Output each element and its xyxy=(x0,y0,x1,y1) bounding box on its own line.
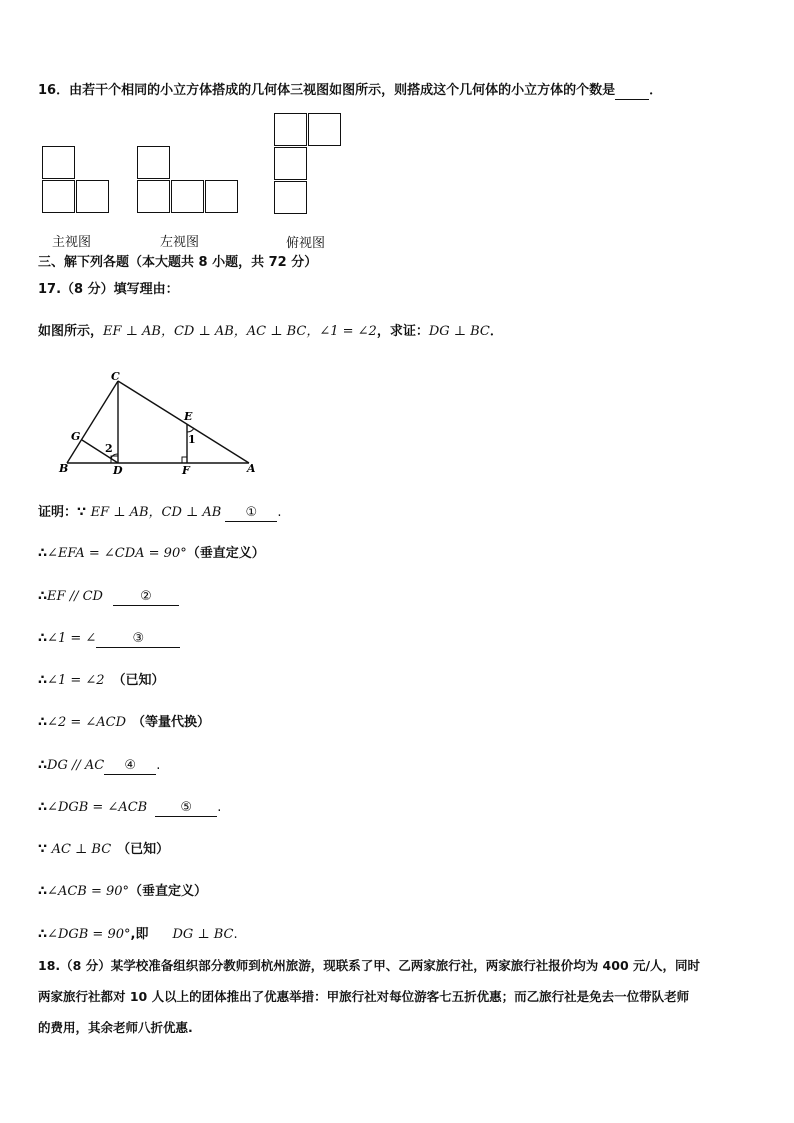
blank-1[interactable]: ① xyxy=(225,505,277,522)
proof-math-conclusion: DG ⊥ BC xyxy=(172,927,234,942)
q17-header: 17.（8 分）填写理由： xyxy=(38,282,179,297)
top-view-cell xyxy=(274,113,307,146)
left-view-cell xyxy=(137,146,170,179)
label-c: C xyxy=(111,370,120,383)
proof-line-9 xyxy=(38,841,169,859)
proof-line-1 xyxy=(38,504,281,522)
q17-statement-end: ． xyxy=(489,324,503,339)
proof-math: ∠DGB = ∠ACB xyxy=(47,800,148,815)
proof-tail: . xyxy=(156,758,161,773)
top-view-cell xyxy=(274,181,307,214)
proof-lead: ∴ xyxy=(38,589,48,604)
q18-line-3: 的费用，其余老师八折优惠. xyxy=(38,1020,193,1035)
proof-reason: （垂直定义） xyxy=(186,546,265,561)
proof-lead: ∴ xyxy=(38,800,48,815)
proof-math: ∠2 = ∠ACD xyxy=(47,715,127,730)
front-view-cell xyxy=(42,146,75,179)
q18-line-2: 两家旅行社都对 10 人以上的团体推出了优惠举措：甲旅行社对每位游客七五折优惠；而乙旅行社是免去一位带队老师 xyxy=(38,989,690,1004)
proof-lead: 证明：∵ xyxy=(38,505,91,520)
proof-tail: . xyxy=(233,927,238,942)
top-view-cell xyxy=(274,147,307,180)
proof-line-5 xyxy=(38,672,165,690)
front-view-cell xyxy=(76,180,109,213)
label-a: A xyxy=(247,462,256,475)
front-view-cell xyxy=(42,180,75,213)
blank-5[interactable]: ⑤ xyxy=(155,800,217,817)
q16-answer-blank[interactable] xyxy=(615,83,649,100)
q17-statement xyxy=(38,323,503,341)
label-angle-2: 2 xyxy=(105,442,113,455)
q17-triangle-figure xyxy=(55,370,270,478)
proof-line-2 xyxy=(38,545,265,563)
proof-math: AC ⊥ BC xyxy=(51,842,112,857)
q17-given-conditions: EF ⊥ AB，CD ⊥ AB，AC ⊥ BC，∠1 = ∠2 xyxy=(103,324,377,339)
label-e: E xyxy=(184,410,193,423)
proof-tail: . xyxy=(217,800,222,815)
proof-line-7 xyxy=(38,757,160,775)
proof-line-10 xyxy=(38,883,207,901)
q16-statement: 16．由若干个相同的小立方体搭成的几何体三视图如图所示，则搭成这个几何体的小立方体的个数是 xyxy=(38,83,616,98)
proof-line-3 xyxy=(38,588,179,606)
left-view-cell xyxy=(171,180,204,213)
right-angle-f xyxy=(182,457,187,463)
proof-math: EF ⊥ AB，CD ⊥ AB xyxy=(90,505,222,520)
q17-goal: DG ⊥ BC xyxy=(428,324,490,339)
proof-math: ∠DGB = 90° xyxy=(47,927,131,942)
proof-lead: ∴ xyxy=(38,715,48,730)
left-view-cell xyxy=(137,180,170,213)
proof-math: DG // AC xyxy=(47,758,105,773)
proof-lead: ∵ xyxy=(38,842,52,857)
blank-3[interactable]: ③ xyxy=(96,631,180,648)
label-angle-1: 1 xyxy=(188,433,196,446)
proof-math: ∠ACB = 90° xyxy=(47,884,130,899)
blank-4[interactable]: ④ xyxy=(104,758,156,775)
proof-lead: ∴ xyxy=(38,631,48,646)
left-view-label: 左视图 xyxy=(160,235,200,250)
proof-tail: . xyxy=(277,505,282,520)
proof-math: EF // CD xyxy=(47,589,103,604)
proof-line-8 xyxy=(38,799,221,817)
front-view-label: 主视图 xyxy=(52,235,92,250)
top-view-label: 俯视图 xyxy=(286,236,326,251)
proof-math: ∠EFA = ∠CDA = 90° xyxy=(47,546,187,561)
label-f: F xyxy=(182,464,190,477)
proof-line-11 xyxy=(38,926,238,944)
proof-reason: （垂直定义） xyxy=(129,884,208,899)
blank-2[interactable]: ② xyxy=(113,589,179,606)
q17-statement-prefix: 如图所示， xyxy=(38,324,104,339)
proof-math: ∠1 = ∠ xyxy=(47,631,97,646)
proof-math: ∠1 = ∠2 xyxy=(47,673,105,688)
proof-reason: （已知） xyxy=(112,673,165,688)
proof-lead: ∴ xyxy=(38,673,48,688)
left-view-cell xyxy=(205,180,238,213)
top-view-cell xyxy=(308,113,341,146)
proof-lead: ∴ xyxy=(38,758,48,773)
q16-text xyxy=(38,82,662,100)
proof-line-6 xyxy=(38,714,210,732)
proof-reason: （等量代换） xyxy=(132,715,211,730)
proof-reason: ,即 xyxy=(130,927,149,942)
q17-prove-label: ，求证： xyxy=(376,324,429,339)
q16-end: ． xyxy=(649,83,663,98)
label-d: D xyxy=(113,464,123,477)
proof-lead: ∴ xyxy=(38,884,48,899)
proof-lead: ∴ xyxy=(38,546,48,561)
proof-reason: （已知） xyxy=(117,842,170,857)
label-b: B xyxy=(59,462,69,475)
proof-line-4 xyxy=(38,630,180,648)
proof-lead: ∴ xyxy=(38,927,48,942)
label-g: G xyxy=(71,430,81,443)
q18-line-1: 18.（8 分）某学校准备组织部分教师到杭州旅游，现联系了甲、乙两家旅行社，两家旅行社报价均为 400 元/人，同时 xyxy=(38,958,701,973)
section3-heading: 三、解下列各题（本大题共 8 小题，共 72 分） xyxy=(38,255,318,270)
